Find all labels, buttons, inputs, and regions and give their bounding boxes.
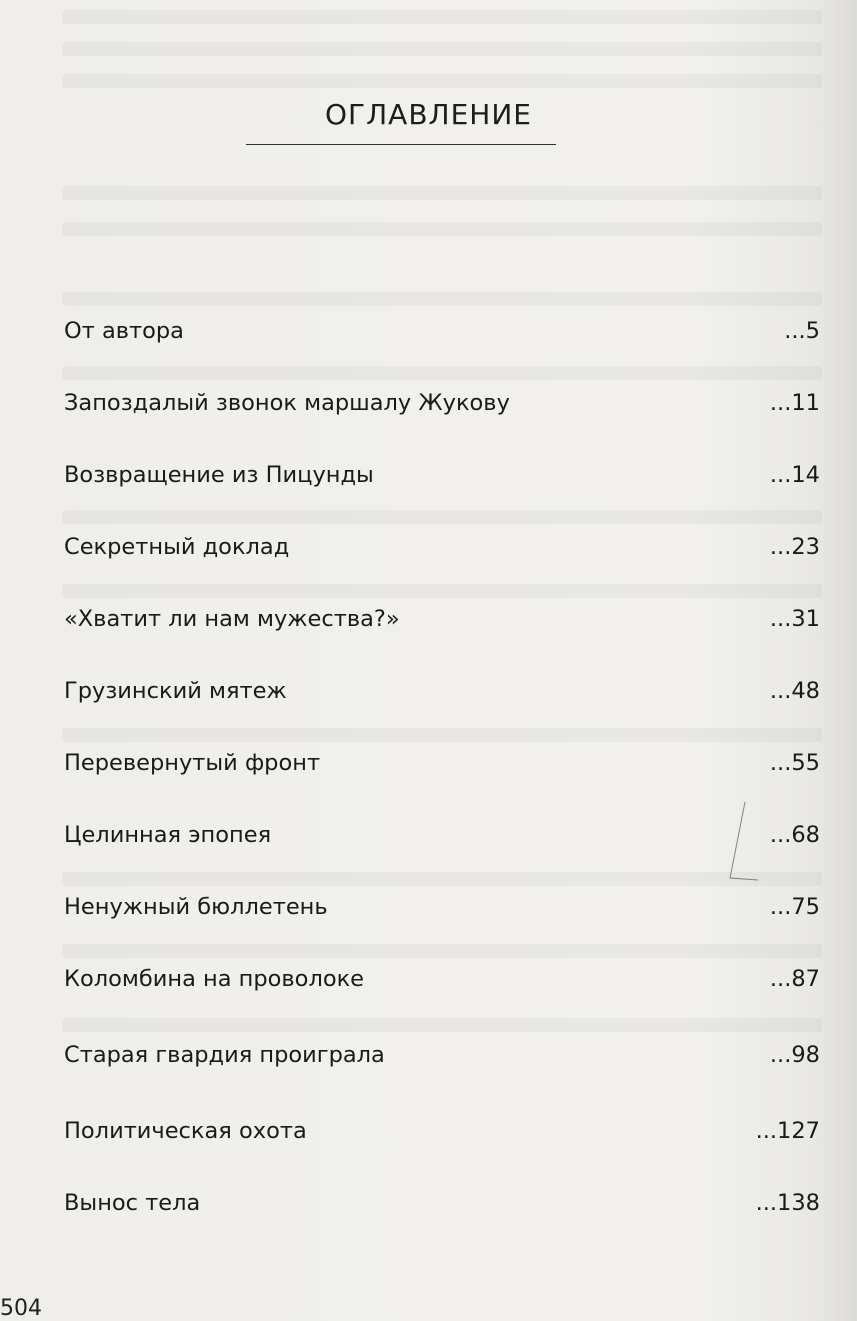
- toc-entry-title: Целинная эпопея: [64, 822, 272, 848]
- toc-entry-page: ...87: [769, 966, 820, 992]
- toc-entry-title: Политическая охота: [64, 1118, 307, 1144]
- toc-entry[interactable]: [64, 534, 820, 574]
- toc-entry-page: ...75: [769, 894, 820, 920]
- toc-entry-page: ...98: [769, 1042, 820, 1068]
- toc-entry[interactable]: [64, 966, 820, 1006]
- toc-entry-page: ...68: [769, 822, 820, 848]
- toc-entry-title: От автора: [64, 318, 184, 344]
- page-title: ОГЛАВЛЕНИЕ: [325, 98, 532, 131]
- show-through-line: [62, 510, 822, 524]
- toc-entry-page: ...14: [769, 462, 820, 488]
- show-through-line: [62, 10, 822, 24]
- toc-entry[interactable]: [64, 1118, 820, 1158]
- toc-entry[interactable]: [64, 318, 820, 358]
- toc-entry[interactable]: [64, 1042, 820, 1082]
- toc-entry[interactable]: [64, 606, 820, 646]
- toc-entry-title: Секретный доклад: [64, 534, 290, 560]
- toc-entry-title: Грузинский мятеж: [64, 678, 287, 704]
- toc-entry-title: Перевернутый фронт: [64, 750, 321, 776]
- toc-entry-page: ...11: [769, 390, 820, 416]
- toc-entry[interactable]: [64, 678, 820, 718]
- toc-entry-page: ...5: [784, 318, 820, 344]
- show-through-line: [62, 728, 822, 742]
- title-underline: [246, 144, 556, 145]
- show-through-line: [62, 292, 822, 306]
- show-through-line: [62, 1018, 822, 1032]
- toc-entry[interactable]: [64, 390, 820, 430]
- toc-entry-title: Запоздалый звонок маршалу Жукову: [64, 390, 510, 416]
- toc-entry-title: Возвращение из Пицунды: [64, 462, 374, 488]
- toc-entry-title: Коломбина на проволоке: [64, 966, 365, 992]
- pencil-mark: [700, 800, 760, 890]
- show-through-line: [62, 74, 822, 88]
- show-through-line: [62, 366, 822, 380]
- show-through-line: [62, 944, 822, 958]
- show-through-line: [62, 42, 822, 56]
- page-number: 504: [0, 1296, 42, 1321]
- toc-entry-page: ...48: [769, 678, 820, 704]
- toc-entry[interactable]: [64, 462, 820, 502]
- toc-entry-page: ...31: [769, 606, 820, 632]
- toc-entry-title: Старая гвардия проиграла: [64, 1042, 385, 1068]
- toc-entry-page: ...127: [755, 1118, 820, 1144]
- toc-entry[interactable]: [64, 1190, 820, 1230]
- toc-entry[interactable]: [64, 750, 820, 790]
- toc-entry-title: Ненужный бюллетень: [64, 894, 328, 920]
- toc-entry-page: ...55: [769, 750, 820, 776]
- show-through-line: [62, 222, 822, 236]
- show-through-line: [62, 186, 822, 200]
- show-through-line: [62, 584, 822, 598]
- toc-entry-page: ...23: [769, 534, 820, 560]
- toc-entry-page: ...138: [755, 1190, 820, 1216]
- toc-entry-title: Вынос тела: [64, 1190, 201, 1216]
- toc-entry[interactable]: [64, 894, 820, 934]
- toc-entry-title: «Хватит ли нам мужества?»: [64, 606, 400, 632]
